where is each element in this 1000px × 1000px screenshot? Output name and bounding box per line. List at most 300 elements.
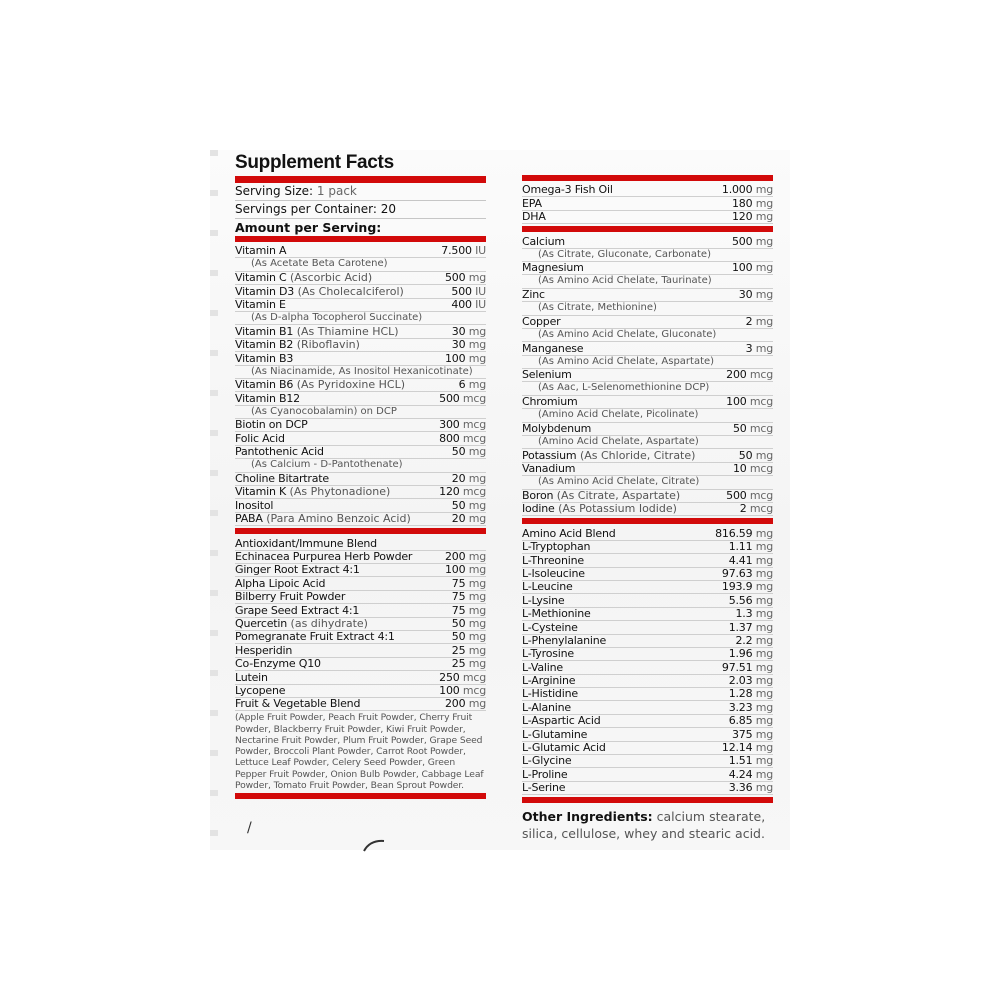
nutrient-name: L-Isoleucine <box>522 567 585 580</box>
nutrient-amount-cell <box>459 379 486 391</box>
nutrient-row-epa <box>522 197 773 210</box>
nutrient-unit: mg <box>468 604 486 617</box>
nutrient-name-cell <box>235 645 292 657</box>
nutrient-name: Lutein <box>235 671 268 684</box>
nutrient-amount: 2.03 <box>728 674 753 688</box>
nutrient-name: L-Tyrosine <box>522 647 574 661</box>
nutrient-amount: 1.11 <box>728 540 753 554</box>
nutrient-row-l-leucine <box>522 581 773 594</box>
nutrient-name-cell <box>522 463 575 475</box>
nutrient-unit: mg <box>468 630 486 644</box>
nutrient-unit: mg <box>755 288 773 302</box>
nutrient-unit: mg <box>755 540 773 554</box>
nutrient-amount-cell <box>733 423 773 435</box>
page-title: Supplement Facts <box>235 152 394 173</box>
nutrient-amount: 75 <box>451 590 466 604</box>
nutrient-amount: 6 <box>458 378 466 392</box>
nutrient-unit: mg <box>755 661 773 674</box>
nutrient-amount: 1.37 <box>728 621 753 634</box>
nutrient-row-boron <box>522 490 773 503</box>
servings-row <box>235 201 486 219</box>
nutrient-amount: 500 <box>444 271 466 285</box>
nutrient-amount: 300 <box>439 419 460 432</box>
nutrient-name-cell <box>522 568 585 580</box>
antioxidant-list <box>235 537 486 711</box>
nutrient-name: Copper <box>522 315 561 328</box>
nutrient-row-potassium <box>522 449 773 462</box>
nutrient-name-cell <box>522 236 565 248</box>
nutrient-name-cell <box>235 353 293 365</box>
nutrient-amount-cell <box>726 396 773 408</box>
nutrient-unit: mg <box>755 768 773 781</box>
nutrient-amount: 193.9 <box>721 580 753 594</box>
nutrient-unit: mg <box>468 617 486 630</box>
nutrient-unit: mg <box>755 728 773 741</box>
serving-size-value: 1 pack <box>313 184 357 198</box>
ingredient-note: (As Amino Acid Chelate, Gluconate) <box>522 329 773 342</box>
nutrient-amount: 100 <box>731 261 753 275</box>
nutrient-name-cell <box>522 648 574 660</box>
serving-size-row <box>235 183 486 201</box>
serving-size-label: Serving Size: <box>235 184 314 198</box>
nutrient-name-cell <box>235 500 273 512</box>
nutrient-amount-cell <box>439 393 486 405</box>
nutrient-name: Inositol <box>235 499 274 512</box>
nutrient-unit: mg <box>468 352 486 365</box>
nutrient-unit: IU <box>475 298 486 311</box>
nutrient-name: L-Alanine <box>522 701 571 714</box>
nutrient-amount: 120 <box>731 210 753 224</box>
ingredient-note: (As Niacinamide, As Inositol Hexanicotinate) <box>235 366 486 379</box>
nutrient-name-cell <box>235 299 286 311</box>
nutrient-name: L-Proline <box>522 768 568 781</box>
nutrient-unit: IU <box>475 285 486 298</box>
nutrient-row-copper <box>522 316 773 329</box>
nutrient-name-cell <box>522 635 606 647</box>
nutrient-amount: 500 <box>731 235 753 248</box>
nutrient-name-cell <box>522 769 567 781</box>
nutrient-row-l-glycine <box>522 755 773 768</box>
nutrient-amount-cell <box>732 211 773 223</box>
nutrient-name: Vitamin B3 <box>235 352 294 365</box>
nutrient-row-ginger-root-extract-4-1 <box>235 564 486 577</box>
nutrient-row-vitamin-b6 <box>235 379 486 392</box>
nutrient-amount: 250 <box>439 671 460 684</box>
nutrient-amount-cell <box>452 473 486 485</box>
nutrient-amount: 30 <box>451 325 466 338</box>
nutrient-name: Vitamin E <box>235 298 286 311</box>
nutrient-name-cell <box>235 272 372 284</box>
nutrient-name: Chromium <box>522 395 578 409</box>
nutrient-row-selenium <box>522 369 773 382</box>
nutrient-name: Vitamin B12 <box>235 392 300 405</box>
nutrient-source: (As Potassium Iodide) <box>558 502 677 516</box>
nutrient-amount: 1.3 <box>735 607 753 621</box>
nutrient-row-l-glutamic-acid <box>522 742 773 755</box>
nutrient-unit: mg <box>755 197 773 210</box>
nutrient-name-cell <box>522 622 578 634</box>
nutrient-amount: 75 <box>451 604 466 617</box>
nutrient-name-cell <box>522 581 573 593</box>
nutrient-name-cell <box>522 608 591 620</box>
nutrient-name: L-Glycine <box>522 755 572 768</box>
nutrient-row-l-lysine <box>522 594 773 607</box>
nutrient-name: Vitamin K <box>235 486 287 499</box>
nutrient-name-cell <box>522 715 601 727</box>
nutrient-name: L-Threonine <box>522 554 584 567</box>
nutrient-amount-cell <box>740 503 773 515</box>
nutrient-amount: 4.24 <box>728 768 753 781</box>
nutrient-name-cell <box>522 184 613 196</box>
nutrient-amount: 7.500 <box>441 245 472 258</box>
nutrient-amount-cell <box>732 729 773 741</box>
nutrient-row-lycopene <box>235 685 486 698</box>
nutrient-name-cell <box>235 631 395 643</box>
nutrient-amount-cell <box>445 272 486 284</box>
nutrient-amount: 50 <box>451 499 466 512</box>
ingredient-note: (As Aac, L-Selenomethionine DCP) <box>522 382 773 395</box>
nutrient-row-biotin-on-dcp <box>235 419 486 432</box>
nutrient-name-cell <box>522 595 564 607</box>
nutrient-name-cell <box>522 702 571 714</box>
nutrient-name-cell <box>522 490 680 502</box>
nutrient-unit: mcg <box>749 369 773 382</box>
nutrient-name: L-Valine <box>522 661 563 674</box>
nutrient-name: L-Methionine <box>522 607 591 621</box>
left-edge-marks <box>210 150 218 850</box>
nutrient-name: Selenium <box>522 369 572 382</box>
nutrient-amount-cell <box>439 486 486 498</box>
left-bottom-rule <box>235 793 486 799</box>
nutrient-amount-cell <box>729 555 773 567</box>
nutrient-unit: mcg <box>749 502 773 516</box>
nutrient-source: (As Chloride, Citrate) <box>579 449 696 462</box>
nutrient-amount: 800 <box>439 432 460 445</box>
nutrient-unit: mcg <box>749 462 773 476</box>
nutrient-amount-cell <box>726 490 773 502</box>
nutrient-name-cell <box>522 289 545 301</box>
nutrient-amount: 500 <box>726 489 747 502</box>
servings-label: Servings per Container: <box>235 202 377 216</box>
nutrient-amount: 400 <box>451 298 472 311</box>
nutrient-row-omega-3-fish-oil <box>522 184 773 197</box>
nutrient-amount: 97.51 <box>721 661 753 674</box>
nutrient-source: (Ascorbic Acid) <box>290 271 373 285</box>
nutrient-unit: mcg <box>749 422 773 436</box>
nutrient-name: Vitamin D3 <box>235 285 295 298</box>
nutrient-row-l-glutamine <box>522 728 773 741</box>
minerals-list <box>522 235 773 516</box>
ingredient-note: (As Amino Acid Chelate, Citrate) <box>522 476 773 489</box>
nutrient-name-cell <box>235 286 404 298</box>
nutrient-amount: 1.96 <box>728 647 753 661</box>
nutrient-amount-cell <box>452 618 486 630</box>
ingredient-note: (Amino Acid Chelate, Aspartate) <box>522 436 773 449</box>
nutrient-unit: mg <box>755 342 773 355</box>
nutrient-row-vitamin-d3 <box>235 285 486 298</box>
nutrient-name: L-Aspartic Acid <box>522 714 601 728</box>
nutrient-amount-cell <box>733 463 773 475</box>
nutrient-unit: mg <box>468 590 486 604</box>
nutrient-name: L-Leucine <box>522 580 573 594</box>
nutrient-name: Pantothenic Acid <box>235 445 324 459</box>
nutrient-name-cell <box>522 211 546 223</box>
nutrient-name-cell <box>235 591 345 603</box>
nutrient-unit: mg <box>755 647 773 661</box>
nutrient-amount: 97.63 <box>721 567 753 580</box>
nutrient-unit: mg <box>755 261 773 275</box>
nutrient-amount-cell <box>452 645 486 657</box>
nutrient-amount-cell <box>729 622 773 634</box>
nutrient-amount-cell <box>452 326 486 338</box>
nutrient-unit: mg <box>468 472 486 486</box>
nutrient-amount: 100 <box>444 563 466 577</box>
nutrient-name-cell <box>235 486 390 498</box>
nutrient-name: Magnesium <box>522 261 584 275</box>
nutrient-row-dha <box>522 211 773 224</box>
nutrient-amount-cell <box>722 662 773 674</box>
nutrient-unit: mg <box>755 755 773 768</box>
nutrient-row-iodine <box>522 503 773 516</box>
nutrient-name-cell <box>522 555 584 567</box>
nutrient-name-cell <box>235 513 411 525</box>
nutrient-name-cell <box>235 339 360 351</box>
nutrient-row-vitamin-b2 <box>235 339 486 352</box>
nutrient-amount-cell <box>452 339 486 351</box>
nutrient-unit: mg <box>755 580 773 594</box>
nutrient-name-cell <box>522 528 616 540</box>
nutrient-name-cell <box>235 538 377 550</box>
nutrient-name: DHA <box>522 210 546 224</box>
nutrient-unit: mg <box>468 657 486 671</box>
nutrient-amount: 375 <box>731 728 753 741</box>
omega-list <box>522 184 773 224</box>
nutrient-row-zinc <box>522 289 773 302</box>
nutrient-name-cell <box>235 446 324 458</box>
nutrient-amount-cell <box>729 755 773 767</box>
amount-per-serving: Amount per Serving: <box>235 220 382 235</box>
nutrient-amount-cell <box>729 541 773 553</box>
nutrient-row-l-cysteine <box>522 621 773 634</box>
nutrient-amount-cell <box>726 369 773 381</box>
nutrient-name: Potassium <box>522 449 577 462</box>
amino-end-rule <box>522 797 773 803</box>
nutrient-unit: mcg <box>462 392 486 405</box>
nutrient-name-cell <box>235 433 285 445</box>
nutrient-amount-cell <box>722 742 773 754</box>
nutrient-name: Alpha Lipoic Acid <box>235 577 326 590</box>
nutrient-name: PABA <box>235 512 263 526</box>
other-ingredients <box>522 808 778 842</box>
nutrient-unit: mg <box>755 594 773 607</box>
nutrient-amount-cell <box>739 289 773 301</box>
ingredient-note: (As Amino Acid Chelate, Taurinate) <box>522 275 773 288</box>
nutrient-unit: mg <box>755 184 773 197</box>
nutrient-name: Vitamin B1 <box>235 325 294 338</box>
nutrient-row-co-enzyme-q10 <box>235 658 486 671</box>
nutrient-source: (As Thiamine HCL) <box>296 325 399 338</box>
nutrient-name: L-Glutamic Acid <box>522 741 606 755</box>
nutrient-name: L-Glutamine <box>522 728 588 741</box>
nutrient-amount: 500 <box>439 392 460 405</box>
ingredient-note: (As Citrate, Methionine) <box>522 302 773 315</box>
nutrient-name-cell <box>522 198 542 210</box>
fruit-veg-description: (Apple Fruit Powder, Peach Fruit Powder, Cherry Fruit Powder, Blackberry Fruit Powder, Kiwi Fruit Powder, Nectarine Fruit Powder, Plum Fruit Powder, Grape Seed Powder, Broccoli Plant Powder, Carrot Root Powder, Lettuce Leaf Powder, Celery Seed Powder, Green Pepper Fruit Powder, Onion Bulb Powder, Cabbage Leaf Powder, Tomato Fruit Powder, Bean Sprout Powder. <box>235 712 484 792</box>
nutrient-row-vitamin-b12 <box>235 392 486 405</box>
nutrient-name-cell <box>235 578 325 590</box>
nutrient-name-cell <box>522 503 677 515</box>
nutrient-name: Bilberry Fruit Powder <box>235 590 346 604</box>
nutrient-name-cell <box>235 245 286 257</box>
nutrient-name: EPA <box>522 197 542 210</box>
nutrient-row-chromium <box>522 396 773 409</box>
nutrient-name-cell <box>522 755 571 767</box>
nutrient-unit: mg <box>755 781 773 795</box>
nutrient-name-cell <box>522 396 578 408</box>
nutrient-amount-cell <box>729 648 773 660</box>
nutrient-name-cell <box>522 729 587 741</box>
nutrient-amount: 10 <box>732 462 747 476</box>
nutrient-unit: mg <box>755 741 773 755</box>
other-ingredients-label: Other Ingredients: <box>522 809 653 824</box>
ingredient-note: (As Acetate Beta Carotene) <box>235 258 486 271</box>
nutrient-row-amino-acid-blend <box>522 527 773 540</box>
nutrient-row-molybdenum <box>522 423 773 436</box>
nutrient-name-cell <box>235 605 359 617</box>
nutrient-amount: 200 <box>444 550 466 563</box>
nutrient-amount-cell <box>439 672 486 684</box>
nutrient-amount-cell <box>732 236 773 248</box>
nutrient-amount: 2 <box>739 502 747 516</box>
nutrient-name: Molybdenum <box>522 422 592 436</box>
nutrient-name: Antioxidant/Immune Blend <box>235 537 377 550</box>
vitamins-list <box>235 245 486 526</box>
nutrient-unit: mg <box>468 378 486 392</box>
nutrient-amount-cell <box>439 685 486 697</box>
nutrient-amount-cell <box>729 688 773 700</box>
nutrient-amount-cell <box>729 782 773 794</box>
nutrient-name: Lycopene <box>235 684 286 697</box>
nutrient-row-lutein <box>235 671 486 684</box>
nutrient-row-vitamin-a <box>235 245 486 258</box>
nutrient-name: Amino Acid Blend <box>522 527 616 540</box>
nutrient-amount-cell <box>729 715 773 727</box>
nutrient-row-vitamin-b1 <box>235 325 486 338</box>
nutrient-name: Calcium <box>522 235 565 248</box>
nutrient-row-vitamin-k <box>235 486 486 499</box>
nutrient-row-l-arginine <box>522 675 773 688</box>
nutrient-amount: 180 <box>731 197 753 210</box>
nutrient-name-cell <box>522 675 575 687</box>
nutrient-row-l-histidine <box>522 688 773 701</box>
nutrient-name-cell <box>235 618 368 630</box>
nutrient-amount: 100 <box>726 395 747 409</box>
nutrient-name-cell <box>522 688 578 700</box>
nutrient-name-cell <box>235 419 308 431</box>
nutrient-row-folic-acid <box>235 432 486 445</box>
nutrient-unit: mcg <box>749 395 773 409</box>
nutrient-amount: 500 <box>451 285 472 298</box>
servings-value: 20 <box>376 202 396 216</box>
nutrient-name: Manganese <box>522 342 584 355</box>
nutrient-row-l-valine <box>522 661 773 674</box>
nutrient-unit: mg <box>755 621 773 634</box>
nutrient-source: (As Cholecalciferol) <box>297 285 404 298</box>
nutrient-amount: 816.59 <box>715 527 753 540</box>
nutrient-name-cell <box>522 782 565 794</box>
nutrient-amount-cell <box>739 450 773 462</box>
nutrient-row-l-methionine <box>522 608 773 621</box>
nutrient-name: Choline Bitartrate <box>235 472 329 486</box>
nutrient-amount-cell <box>452 446 486 458</box>
nutrient-name-cell <box>522 343 583 355</box>
nutrient-amount-cell <box>729 769 773 781</box>
nutrient-name: L-Phenylalanine <box>522 634 607 647</box>
nutrient-amount-cell <box>746 343 773 355</box>
nutrient-row-bilberry-fruit-powder <box>235 591 486 604</box>
nutrient-row-l-isoleucine <box>522 568 773 581</box>
nutrient-amount: 75 <box>451 577 466 590</box>
nutrient-amount-cell <box>715 528 773 540</box>
nutrient-name: L-Arginine <box>522 674 576 688</box>
nutrient-name: L-Serine <box>522 781 566 795</box>
nutrient-name: Folic Acid <box>235 432 285 445</box>
nutrient-name: Zinc <box>522 288 545 302</box>
nutrient-unit: mg <box>755 567 773 580</box>
nutrient-unit: mg <box>755 674 773 688</box>
ingredient-note: (Amino Acid Chelate, Picolinate) <box>522 409 773 422</box>
nutrient-name: L-Histidine <box>522 688 578 701</box>
nutrient-unit: mg <box>755 714 773 728</box>
nutrient-unit: mg <box>468 644 486 657</box>
nutrient-row-calcium <box>522 235 773 248</box>
ingredient-note: (As Amino Acid Chelate, Aspartate) <box>522 356 773 369</box>
nutrient-name: Hesperidin <box>235 644 293 657</box>
nutrient-source: (as dihydrate) <box>290 617 368 630</box>
nutrient-amount: 2.2 <box>735 634 753 647</box>
nutrient-amount-cell <box>722 184 773 196</box>
nutrient-name: Iodine <box>522 502 555 516</box>
nutrient-row-hesperidin <box>235 644 486 657</box>
nutrient-amount: 30 <box>738 288 753 302</box>
nutrient-row-echinacea-purpurea-herb-powder <box>235 551 486 564</box>
nutrient-name-cell <box>235 379 405 391</box>
nutrient-row-fruit-vegetable-blend <box>235 698 486 711</box>
nutrient-unit: mg <box>755 688 773 701</box>
nutrient-unit: mcg <box>462 432 486 445</box>
left-column <box>235 152 486 799</box>
nutrient-name-cell <box>235 551 412 563</box>
nutrient-amount: 20 <box>451 512 466 526</box>
nutrient-name-cell <box>522 541 590 553</box>
nutrient-amount-cell <box>452 578 486 590</box>
nutrient-name: Vitamin C <box>235 271 287 285</box>
nutrient-name: Co-Enzyme Q10 <box>235 657 321 671</box>
nutrient-row-l-serine <box>522 782 773 795</box>
nutrient-amount: 25 <box>451 644 466 657</box>
nutrient-name: Ginger Root Extract 4:1 <box>235 563 360 577</box>
nutrient-unit: mg <box>468 338 486 352</box>
nutrient-amount-cell <box>729 675 773 687</box>
nutrient-row-antioxidant-immune-blend <box>235 537 486 550</box>
nutrient-name-cell <box>522 369 572 381</box>
nutrient-amount: 20 <box>451 472 466 486</box>
nutrient-unit: mcg <box>462 671 486 684</box>
nutrient-amount-cell <box>735 635 773 647</box>
nutrient-name-cell <box>522 316 560 328</box>
nutrient-unit: mg <box>755 210 773 224</box>
nutrient-row-quercetin <box>235 618 486 631</box>
